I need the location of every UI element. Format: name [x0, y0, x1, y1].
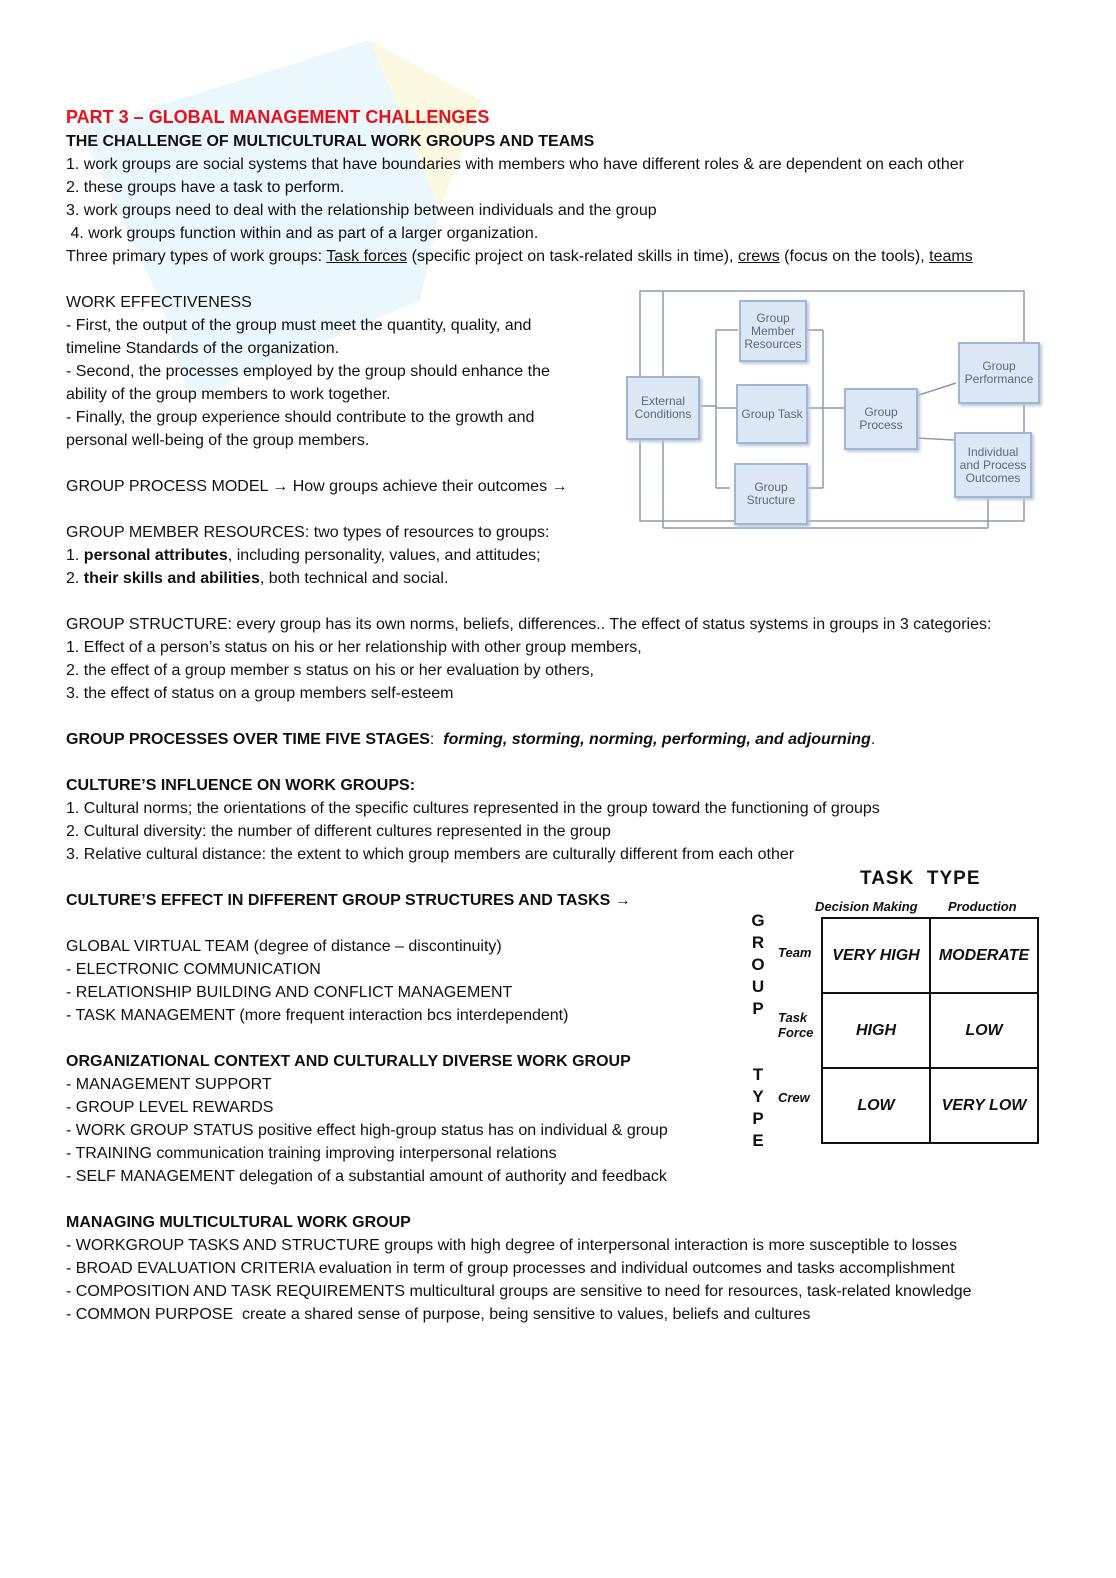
cell-team-decision: VERY HIGH	[822, 918, 930, 993]
box-external-conditions: External Conditions	[626, 376, 700, 440]
row-label-task-force: Task Force	[778, 1010, 814, 1040]
row-label-crew: Crew	[778, 1090, 810, 1105]
cell-crew-production: VERY LOW	[930, 1068, 1038, 1143]
list-item: - First, the output of the group must meet the quantity, quality, and timeline Standards of the organization.	[66, 317, 532, 357]
section-heading: MANAGING MULTICULTURAL WORK GROUP	[66, 1214, 411, 1231]
list-item: 2. the effect of a group member s status on his or her evaluation by others,	[66, 662, 594, 679]
cell-taskforce-decision: HIGH	[822, 993, 930, 1068]
stages-end: .	[870, 731, 876, 748]
list-item: - COMPOSITION AND TASK REQUIREMENTS multicultural groups are sensitive to need for resources, task-related knowledge	[66, 1283, 972, 1300]
item-number: 2.	[66, 570, 84, 587]
stages-line	[66, 728, 1066, 751]
item-number: 1.	[66, 547, 84, 564]
type-task-forces-desc: (specific project on task-related skills in time),	[407, 248, 738, 265]
personal-attributes: personal attributes	[83, 547, 228, 564]
table-row	[822, 1068, 1038, 1143]
group-type-vertical-label: G R O U P T Y P E	[751, 911, 765, 1150]
list-item: - TASK MANAGEMENT (more frequent interaction bcs interdependent)	[66, 1007, 569, 1024]
list-item: - GROUP LEVEL REWARDS	[66, 1099, 274, 1116]
box-group-structure: Group Structure	[734, 463, 808, 525]
section-heading: GROUP MEMBER RESOURCES: two types of resources to groups:	[66, 524, 550, 541]
section-heading: GROUP STRUCTURE: every group has its own norms, beliefs, differences.. The effect of status systems in groups in 3 categories:	[66, 616, 992, 633]
list-item: 3. the effect of status on a group members self-esteem	[66, 685, 454, 702]
type-crews-desc: (focus on the tools),	[779, 248, 930, 265]
list-item: 1. Effect of a person’s status on his or her relationship with other group members,	[66, 639, 642, 656]
matrix-table	[821, 917, 1039, 1144]
col-decision-making: Decision Making	[815, 899, 918, 914]
box-group-process: Group Process	[844, 388, 918, 450]
list-item: - Finally, the group experience should contribute to the growth and personal well-being of the group members.	[66, 409, 535, 449]
stages-label: GROUP PROCESSES OVER TIME FIVE STAGES	[66, 731, 430, 748]
box-group-task: Group Task	[736, 384, 808, 444]
cell-team-production: MODERATE	[930, 918, 1038, 993]
section-heading: GLOBAL VIRTUAL TEAM (degree of distance – discontinuity)	[66, 938, 502, 955]
list-item: 1. Cultural norms; the orientations of the specific cultures represented in the group toward the functioning of groups	[66, 800, 880, 817]
task-type-matrix	[740, 868, 1060, 1158]
cell-taskforce-production: LOW	[930, 993, 1038, 1068]
list-item: - BROAD EVALUATION CRITERIA evaluation in term of group processes and individual outcomes and tasks accomplishment	[66, 1260, 955, 1277]
matrix-title: TASK TYPE	[860, 868, 981, 889]
section-heading: THE CHALLENGE OF MULTICULTURAL WORK GROUPS AND TEAMS	[66, 133, 595, 150]
row-label-team: Team	[778, 945, 812, 960]
list-item: - TRAINING communication training improving interpersonal relations	[66, 1145, 557, 1162]
list-item: - RELATIONSHIP BUILDING AND CONFLICT MANAGEMENT	[66, 984, 513, 1001]
group-process-diagram	[618, 288, 1048, 556]
section-heading: ORGANIZATIONAL CONTEXT AND CULTURALLY DIVERSE WORK GROUP	[66, 1053, 631, 1070]
list-item: 3. work groups need to deal with the relationship between individuals and the group	[66, 202, 657, 219]
table-row	[822, 918, 1038, 993]
list-item: - ELECTRONIC COMMUNICATION	[66, 961, 321, 978]
type-task-forces: Task forces	[326, 248, 408, 265]
type-crews: crews	[737, 248, 780, 265]
skills-abilities: their skills and abilities	[83, 570, 260, 587]
types-intro: Three primary types of work groups:	[66, 248, 327, 265]
list-item: - WORKGROUP TASKS AND STRUCTURE groups with high degree of interpersonal interaction is more susceptible to losses	[66, 1237, 958, 1254]
list-item: - SELF MANAGEMENT delegation of a substantial amount of authority and feedback	[66, 1168, 667, 1185]
page-title: PART 3 – GLOBAL MANAGEMENT CHALLENGES	[66, 107, 490, 127]
stages-list: forming, storming, norming, performing, and adjourning	[443, 731, 871, 748]
type-teams: teams	[929, 248, 973, 265]
section-heading: CULTURE’S INFLUENCE ON WORK GROUPS:	[66, 777, 416, 794]
stages-sep: :	[429, 731, 444, 748]
list-item: 1. work groups are social systems that have boundaries with members who have different roles & are dependent on each other	[66, 156, 964, 173]
list-item: 2. these groups have a task to perform.	[66, 179, 345, 196]
work-group-types	[66, 245, 1066, 268]
list-item: - MANAGEMENT SUPPORT	[66, 1076, 272, 1093]
table-row	[822, 993, 1038, 1068]
list-item	[66, 567, 1066, 590]
box-individual-process-outcomes: Individual and Process Outcomes	[954, 432, 1032, 498]
process-model-line: GROUP PROCESS MODEL → How groups achieve their outcomes →	[66, 478, 568, 495]
list-item: - WORK GROUP STATUS positive effect high-group status has on individual & group	[66, 1122, 668, 1139]
col-production: Production	[948, 899, 1017, 914]
box-group-performance: Group Performance	[958, 342, 1040, 404]
list-item: 2. Cultural diversity: the number of different cultures represented in the group	[66, 823, 611, 840]
box-group-member-resources: Group Member Resources	[739, 300, 807, 362]
list-item: 4. work groups function within and as part of a larger organization.	[66, 225, 539, 242]
cell-crew-decision: LOW	[822, 1068, 930, 1143]
item-rest: , both technical and social.	[259, 570, 449, 587]
section-heading: WORK EFFECTIVENESS	[66, 294, 252, 311]
list-item: - COMMON PURPOSE create a shared sense of purpose, being sensitive to values, beliefs and cultures	[66, 1306, 811, 1323]
item-rest: , including personality, values, and attitudes;	[227, 547, 541, 564]
section-heading: CULTURE’S EFFECT IN DIFFERENT GROUP STRUCTURES AND TASKS →	[66, 892, 631, 909]
list-item: 3. Relative cultural distance: the extent to which group members are culturally different from each other	[66, 846, 795, 863]
list-item: - Second, the processes employed by the group should enhance the ability of the group members to work together.	[66, 363, 550, 403]
